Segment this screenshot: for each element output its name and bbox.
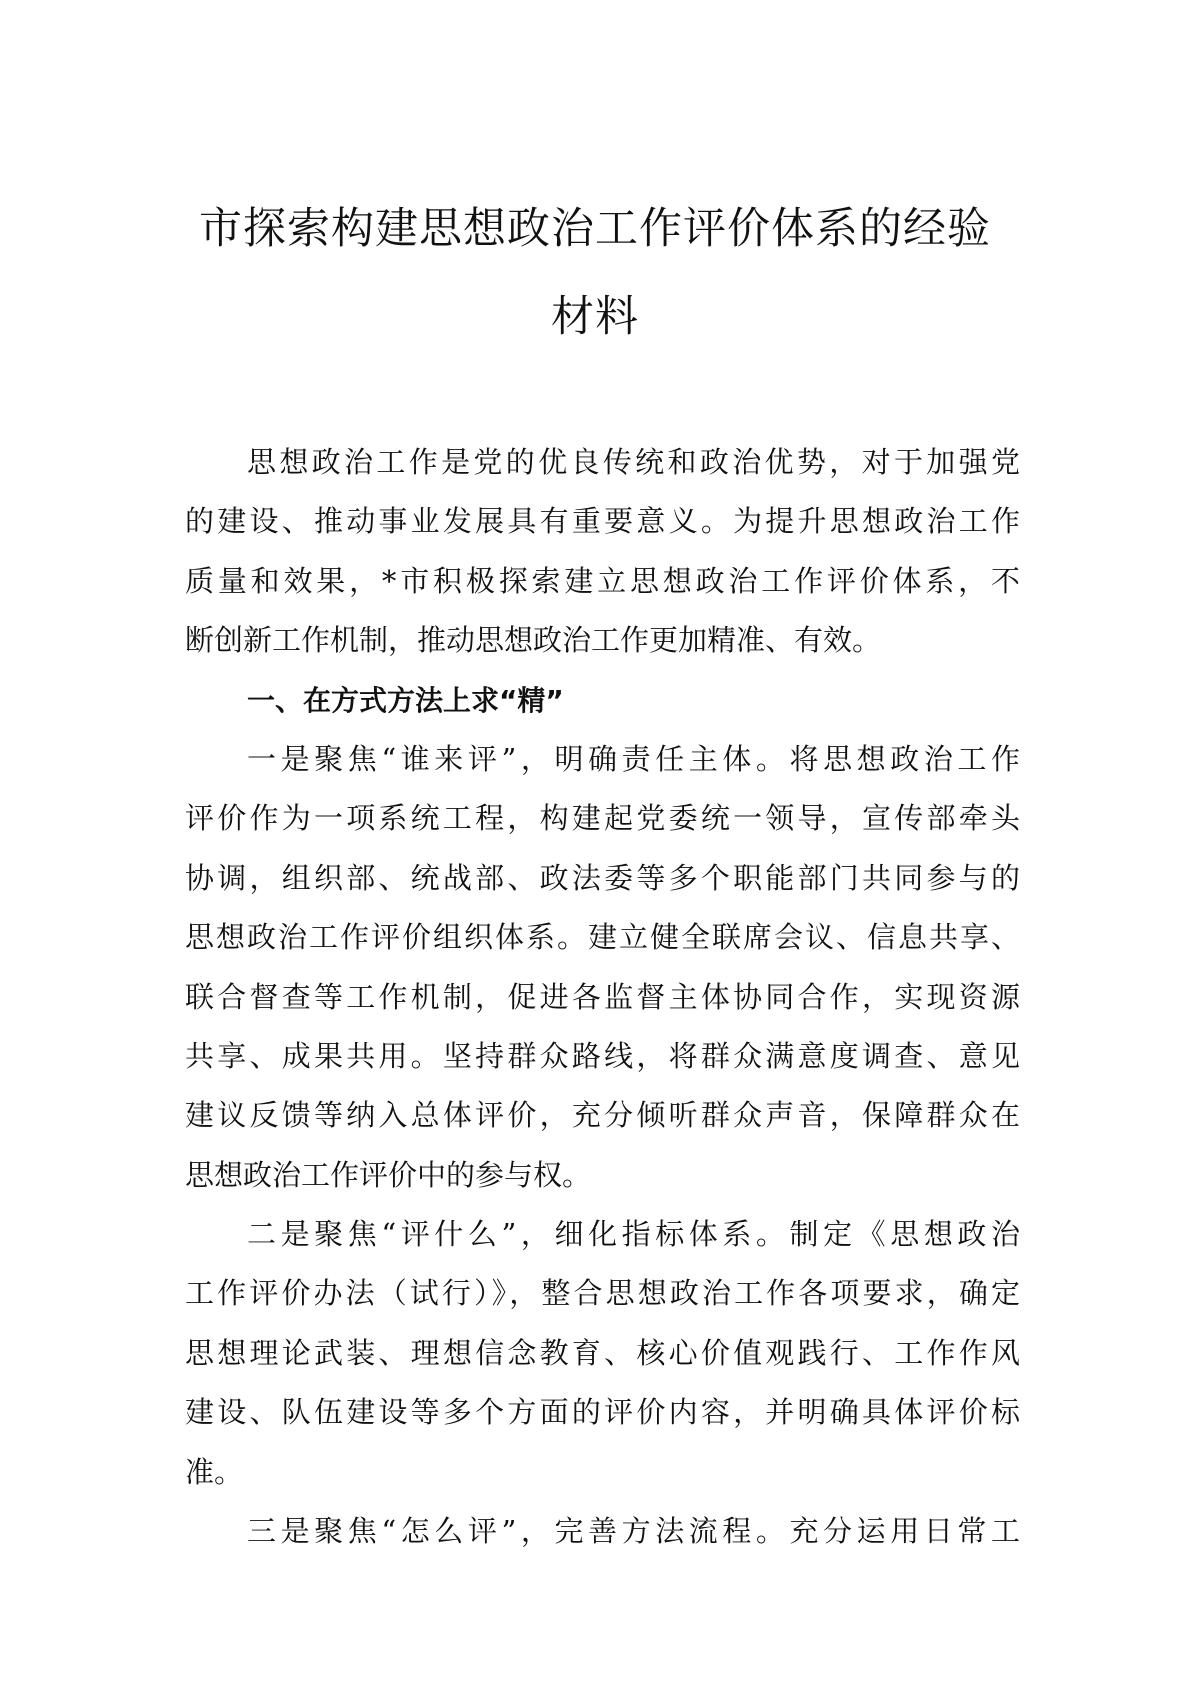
paragraph-intro [185,433,1020,671]
text-line: 质量和效果，*市积极探索建立思想政治工作评价体系，不 [185,563,1020,598]
text-line: 工作评价办法（试行）》，整合思想政治工作各项要求，确定 [185,1276,1020,1311]
paragraph-what-to-evaluate [185,1205,1020,1502]
section-heading-1 [185,671,1020,730]
text-line: 二是聚焦“评什么”，细化指标体系。制定《思想政治 [247,1217,1020,1252]
text-line: 思想政治工作是党的优良传统和政治优势，对于加强党 [247,445,1020,479]
document-body [185,433,1020,1561]
text-line: 评价作为一项系统工程，构建起党委统一领导，宣传部牵头 [185,801,1020,836]
text-line: 一是聚焦“谁来评”，明确责任主体。将思想政治工作 [247,741,1020,776]
text-line: 共享、成果共用。坚持群众路线，将群众满意度调查、意见 [185,1038,1020,1073]
text-line: 三是聚焦“怎么评”，完善方法流程。充分运用日常工 [247,1514,1020,1549]
text-line: 思想政治工作评价中的参与权。 [185,1157,592,1192]
text-line: 断创新工作机制，推动思想政治工作更加精准、有效。 [185,623,882,658]
paragraph-who-evaluates [185,730,1020,1205]
text-line: 思想理论武装、理想信念教育、核心价值观践行、工作作风 [185,1335,1020,1370]
title-line-2: 材料 [551,292,639,342]
text-line: 建议反馈等纳入总体评价，充分倾听群众声音，保障群众在 [185,1098,1020,1133]
text-line: 思想政治工作评价组织体系。建立健全联席会议、信息共享、 [185,920,1020,955]
text-line: 协调，组织部、统战部、政法委等多个职能部门共同参与的 [185,860,1020,895]
text-line: 准。 [185,1454,244,1489]
title-line-1: 市探索构建思想政治工作评价体系的经验 [199,204,991,254]
document-title [185,185,1005,361]
paragraph-how-to-evaluate [185,1502,1020,1561]
text-line: 联合督查等工作机制，促进各监督主体协同合作，实现资源 [185,979,1020,1014]
section-heading-text: 一、在方式方法上求“精” [247,683,564,717]
text-line: 建设、队伍建设等多个方面的评价内容，并明确具体评价标 [185,1395,1020,1430]
text-line: 的建设、推动事业发展具有重要意义。为提升思想政治工作 [185,504,1020,539]
